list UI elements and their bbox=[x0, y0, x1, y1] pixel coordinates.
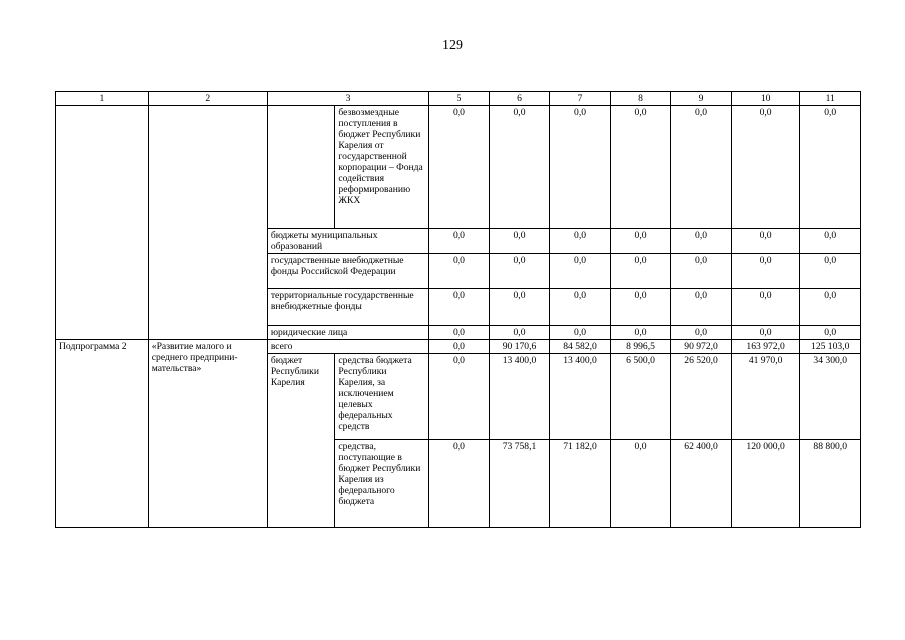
header-cell: 11 bbox=[800, 92, 861, 106]
page-number: 129 bbox=[442, 38, 463, 53]
value-cell: 13 400,0 bbox=[489, 354, 550, 440]
status-cell: Подпрограмма 2 bbox=[56, 340, 149, 528]
value-cell: 0,0 bbox=[429, 229, 490, 254]
value-cell: 0,0 bbox=[731, 326, 800, 340]
value-cell: 0,0 bbox=[610, 289, 671, 326]
source-cell: юридические лица bbox=[267, 326, 428, 340]
value-cell: 41 970,0 bbox=[731, 354, 800, 440]
name-cell bbox=[148, 106, 267, 340]
value-cell: 0,0 bbox=[489, 289, 550, 326]
value-cell: 90 170,6 bbox=[489, 340, 550, 354]
value-cell: 0,0 bbox=[489, 326, 550, 340]
name-cell: «Развитие малого и среднего предприни-мательства» bbox=[148, 340, 267, 528]
value-cell: 0,0 bbox=[610, 229, 671, 254]
value-cell: 125 103,0 bbox=[800, 340, 861, 354]
value-cell: 163 972,0 bbox=[731, 340, 800, 354]
header-cell: 5 bbox=[429, 92, 490, 106]
value-cell: 0,0 bbox=[610, 106, 671, 229]
value-cell: 0,0 bbox=[429, 326, 490, 340]
value-cell: 0,0 bbox=[429, 440, 490, 528]
value-cell: 0,0 bbox=[550, 289, 611, 326]
value-cell: 0,0 bbox=[731, 106, 800, 229]
value-cell: 0,0 bbox=[800, 229, 861, 254]
value-cell: 0,0 bbox=[610, 326, 671, 340]
group-cell: бюджет Республики Карелия bbox=[267, 354, 335, 528]
header-cell: 10 bbox=[731, 92, 800, 106]
value-cell: 0,0 bbox=[489, 254, 550, 289]
value-cell: 0,0 bbox=[671, 229, 732, 254]
header-cell: 8 bbox=[610, 92, 671, 106]
value-cell: 0,0 bbox=[731, 289, 800, 326]
group-cell bbox=[267, 106, 335, 229]
value-cell: 0,0 bbox=[671, 106, 732, 229]
header-cell: 9 bbox=[671, 92, 732, 106]
value-cell: 26 520,0 bbox=[671, 354, 732, 440]
source-cell: государственные внебюджетные фонды Российской Федерации bbox=[267, 254, 428, 289]
value-cell: 0,0 bbox=[429, 340, 490, 354]
value-cell: 0,0 bbox=[610, 254, 671, 289]
value-cell: 0,0 bbox=[429, 354, 490, 440]
header-cell: 2 bbox=[148, 92, 267, 106]
table-row bbox=[56, 340, 861, 354]
value-cell: 62 400,0 bbox=[671, 440, 732, 528]
header-cell: 1 bbox=[56, 92, 149, 106]
source-cell: территориальные государственные внебюджетные фонды bbox=[267, 289, 428, 326]
status-cell bbox=[56, 106, 149, 340]
source-cell: средства, поступающие в бюджет Республики Карелия из федерального бюджета bbox=[335, 440, 429, 528]
value-cell: 0,0 bbox=[731, 254, 800, 289]
value-cell: 0,0 bbox=[550, 106, 611, 229]
value-cell: 120 000,0 bbox=[731, 440, 800, 528]
value-cell: 0,0 bbox=[731, 229, 800, 254]
value-cell: 8 996,5 bbox=[610, 340, 671, 354]
value-cell: 0,0 bbox=[489, 229, 550, 254]
value-cell: 0,0 bbox=[489, 106, 550, 229]
source-cell: всего bbox=[267, 340, 428, 354]
value-cell: 0,0 bbox=[550, 254, 611, 289]
value-cell: 90 972,0 bbox=[671, 340, 732, 354]
value-cell: 0,0 bbox=[429, 254, 490, 289]
value-cell: 88 800,0 bbox=[800, 440, 861, 528]
value-cell: 0,0 bbox=[550, 229, 611, 254]
value-cell: 0,0 bbox=[610, 440, 671, 528]
value-cell: 71 182,0 bbox=[550, 440, 611, 528]
value-cell: 0,0 bbox=[800, 106, 861, 229]
value-cell: 0,0 bbox=[429, 289, 490, 326]
value-cell: 6 500,0 bbox=[610, 354, 671, 440]
value-cell: 0,0 bbox=[550, 326, 611, 340]
header-cell: 7 bbox=[550, 92, 611, 106]
value-cell: 0,0 bbox=[429, 106, 490, 229]
value-cell: 0,0 bbox=[671, 289, 732, 326]
value-cell: 84 582,0 bbox=[550, 340, 611, 354]
header-row bbox=[56, 92, 861, 106]
source-cell: безвозмездные поступления в бюджет Республики Карелия от государственной корпорации – Фонда содействия реформированию ЖКХ bbox=[335, 106, 429, 229]
table-row bbox=[56, 106, 861, 229]
value-cell: 0,0 bbox=[671, 254, 732, 289]
header-cell: 3 bbox=[267, 92, 428, 106]
value-cell: 0,0 bbox=[800, 254, 861, 289]
value-cell: 73 758,1 bbox=[489, 440, 550, 528]
value-cell: 0,0 bbox=[800, 289, 861, 326]
value-cell: 0,0 bbox=[671, 326, 732, 340]
value-cell: 13 400,0 bbox=[550, 354, 611, 440]
header-cell: 6 bbox=[489, 92, 550, 106]
value-cell: 0,0 bbox=[800, 326, 861, 340]
value-cell: 34 300,0 bbox=[800, 354, 861, 440]
budget-table bbox=[55, 91, 861, 528]
source-cell: средства бюджета Республики Карелия, за исключением целевых федеральных средств bbox=[335, 354, 429, 440]
source-cell: бюджеты муниципальных образований bbox=[267, 229, 428, 254]
